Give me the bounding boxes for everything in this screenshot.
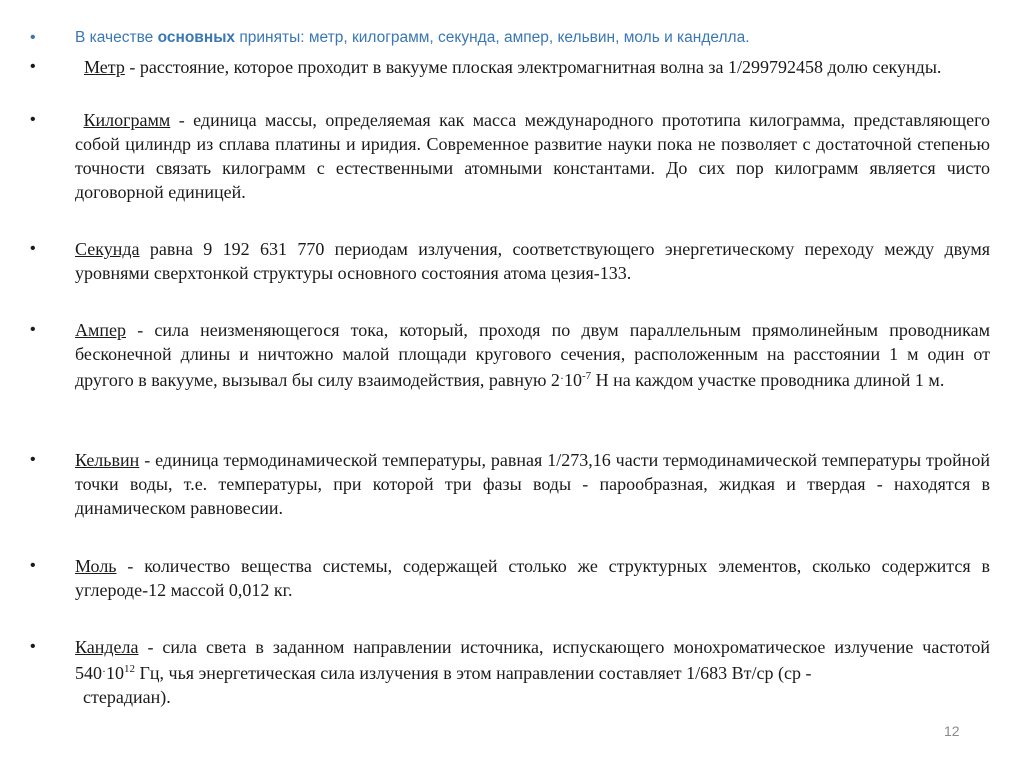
unit-description-end: Гц, чья энергетическая сила излучения в этом направлении составляет 1/683 Вт/ср (ср - xyxy=(135,663,812,683)
unit-text xyxy=(75,237,990,285)
bullet-icon: • xyxy=(30,321,36,338)
bullet-icon: • xyxy=(30,638,36,655)
power-base: 10 xyxy=(563,370,582,390)
intro-prefix: В качестве xyxy=(75,29,158,46)
unit-term: Кандела xyxy=(75,637,139,657)
bullet-icon: • xyxy=(30,58,36,75)
unit-candela xyxy=(30,635,990,709)
intro-bold: основных xyxy=(157,29,236,46)
unit-description: - единица массы, определяемая как масса международного прототипа килограмма, представляющего собой цилиндр из сплава платины и иридия. Современное развитие науки пока не позволяет с достаточной степенью точности связать килограмм с естественными атомными константами. До сих пор килограмм является чисто договорной единицей. xyxy=(75,110,991,202)
unit-text xyxy=(75,448,990,520)
unit-second xyxy=(30,237,990,285)
unit-description: - сила света в заданном направлении источника, испускающего монохроматическое излучение частотой 540 xyxy=(75,637,990,683)
unit-description: - сила неизменяющегося тока, который, проходя по двум параллельным прямолинейным проводникам бесконечной длины и ничтожно малой площади кругового сечения, расположенным на расстоянии 1 м один от другого в вакууме, вызывал бы силу взаимодействия, равную 2 xyxy=(75,320,990,390)
unit-term: Кельвин xyxy=(75,450,140,470)
unit-text xyxy=(75,635,990,709)
bullet-icon: • xyxy=(30,111,36,128)
page-number: 12 xyxy=(944,723,960,739)
intro-text xyxy=(75,26,990,50)
multiplication-dot: · xyxy=(102,664,106,678)
unit-description: - единица термодинамической температуры, равная 1/273,16 части термодинамической температуры тройной точки воды, т.е. температуры, при которой три фазы воды - парообразная, жидкая и твердая - находятся в динамическом равновесии. xyxy=(75,450,990,518)
unit-term: Килограмм xyxy=(83,110,171,130)
intro-row xyxy=(30,26,990,50)
power-base: 10 xyxy=(106,663,124,683)
bullet-icon: • xyxy=(30,240,36,257)
unit-text xyxy=(75,55,990,79)
unit-text xyxy=(75,108,990,204)
unit-metre xyxy=(30,55,990,79)
unit-description: равна 9 192 631 770 периодам излучения, соответствующего энергетическому переходу между двумя уровнями сверхтонкой структуры основного состояния атома цезия-133. xyxy=(75,239,990,283)
bullet-icon: • xyxy=(30,29,36,46)
unit-ampere xyxy=(30,318,990,392)
unit-kelvin xyxy=(30,448,990,520)
power-exponent: -7 xyxy=(581,370,592,382)
unit-kilogram xyxy=(30,108,990,204)
unit-term: Метр xyxy=(84,57,125,77)
power-exponent: 12 xyxy=(124,663,135,675)
unit-description-end: Н на каждом участке проводника длиной 1 м. xyxy=(591,370,945,390)
bullet-icon: • xyxy=(30,451,36,468)
unit-description: - расстояние, которое проходит в вакууме плоская электромагнитная волна за 1/299792458 долю секунды. xyxy=(124,57,942,77)
unit-term: Секунда xyxy=(75,239,140,259)
intro-suffix: приняты: метр, килограмм, секунда, ампер, кельвин, моль и канделла. xyxy=(235,29,750,46)
unit-term: Ампер xyxy=(75,320,127,340)
unit-term: Моль xyxy=(75,556,117,576)
bullet-icon: • xyxy=(30,557,36,574)
unit-description: - количество вещества системы, содержащей столько же структурных элементов, сколько содержится в углероде-12 массой 0,012 кг. xyxy=(75,556,990,600)
unit-text xyxy=(75,318,990,392)
unit-mole xyxy=(30,554,990,602)
unit-extra-line: стерадиан). xyxy=(83,687,171,707)
multiplication-dot: · xyxy=(559,371,564,385)
unit-text xyxy=(75,554,990,602)
